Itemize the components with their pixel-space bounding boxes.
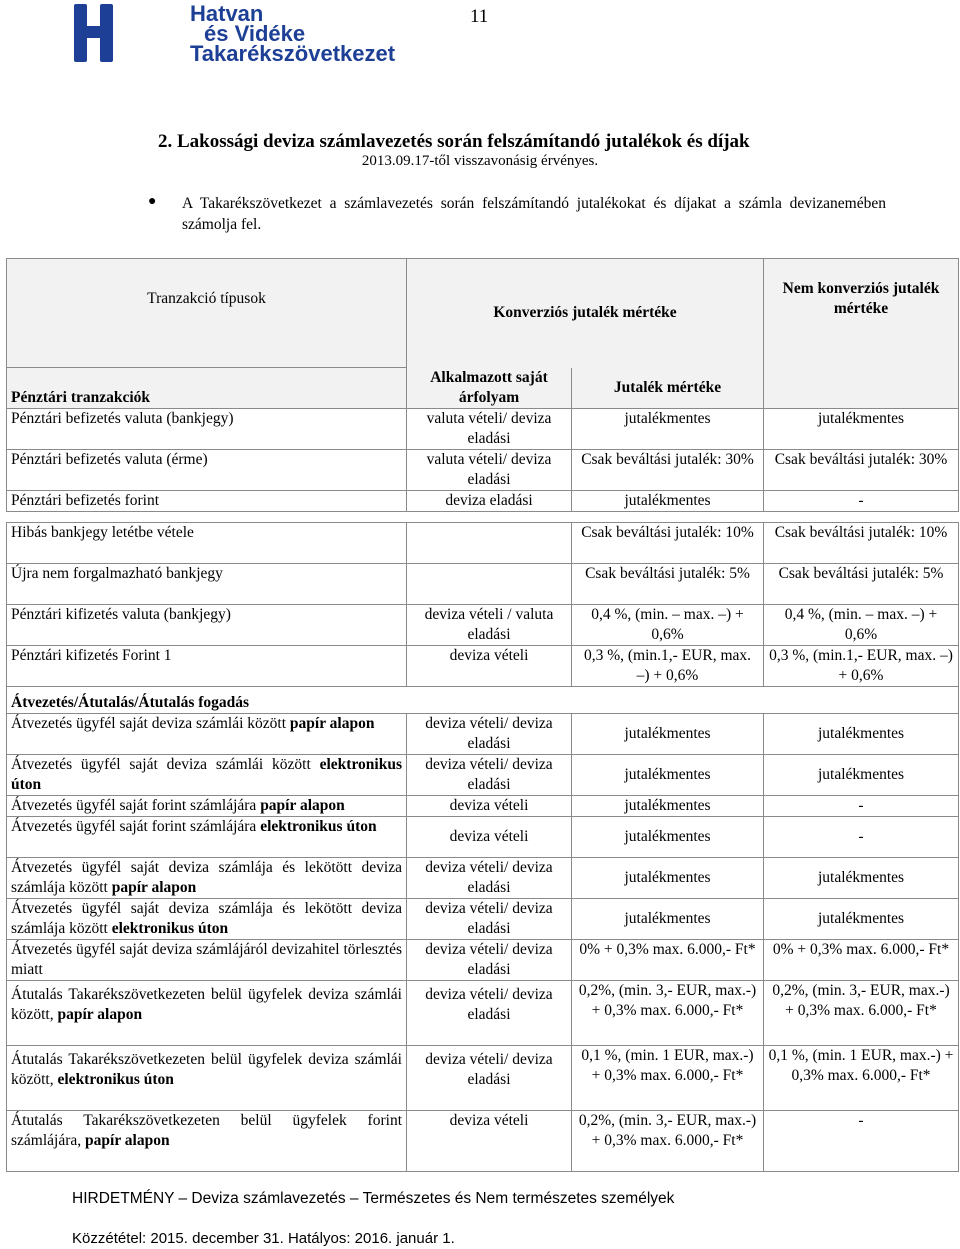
row-nonconv: 0,4 %, (min. – max. –) + 0,6% bbox=[764, 604, 959, 645]
row-fee: jutalékmentes bbox=[572, 408, 764, 449]
row-fee: 0,4 %, (min. – max. –) + 0,6% bbox=[572, 604, 764, 645]
row-rate: deviza vételi/ deviza eladási bbox=[407, 898, 572, 939]
row-label: Átvezetés ügyfél saját deviza számlájáról devizahitel törlesztés miatt bbox=[7, 939, 407, 980]
row-nonconv: Csak beváltási jutalék: 10% bbox=[764, 522, 959, 563]
company-logo bbox=[72, 1, 396, 66]
row-fee: 0,1 %, (min. 1 EUR, max.-) + 0,3% max. 6.000,- Ft* bbox=[572, 1045, 764, 1110]
table-row bbox=[7, 1110, 959, 1171]
col-header-rate: Alkalmazott saját árfolyam bbox=[407, 368, 572, 409]
col-header-conversion: Konverziós jutalék mértéke bbox=[407, 259, 764, 368]
row-rate bbox=[407, 522, 572, 563]
row-nonconv: jutalékmentes bbox=[764, 857, 959, 898]
footer-dates: Közzététel: 2015. december 31. Hatályos: 2016. január 1. bbox=[72, 1230, 455, 1247]
row-label: Átutalás Takarékszövetkezeten belül ügyfelek forint számlájára, papír alapon bbox=[7, 1110, 407, 1171]
bullet-icon: ● bbox=[148, 194, 157, 209]
row-fee: jutalékmentes bbox=[572, 754, 764, 795]
row-label: Pénztári befizetés forint bbox=[7, 490, 407, 511]
row-label: Pénztári kifizetés valuta (bankjegy) bbox=[7, 604, 407, 645]
row-label: Átvezetés ügyfél saját deviza számlája és lekötött deviza számlája között papír alapon bbox=[7, 857, 407, 898]
logo-mark-icon bbox=[72, 2, 118, 64]
table-row bbox=[7, 795, 959, 816]
row-rate: deviza vételi/ deviza eladási bbox=[407, 857, 572, 898]
row-fee: jutalékmentes bbox=[572, 816, 764, 857]
row-rate: valuta vételi/ deviza eladási bbox=[407, 408, 572, 449]
footer-notice: HIRDETMÉNY – Deviza számlavezetés – Természetes és Nem természetes személyek bbox=[72, 1190, 675, 1207]
row-fee: jutalékmentes bbox=[572, 898, 764, 939]
row-rate: deviza vételi/ deviza eladási bbox=[407, 939, 572, 980]
group-cash: Pénztári tranzakciók bbox=[7, 368, 407, 409]
row-fee: 0% + 0,3% max. 6.000,- Ft* bbox=[572, 939, 764, 980]
row-label: Átvezetés ügyfél saját forint számlájára papír alapon bbox=[7, 795, 407, 816]
row-rate: deviza vételi/ deviza eladási bbox=[407, 980, 572, 1045]
row-label: Átutalás Takarékszövetkezeten belül ügyfelek deviza számlái között, papír alapon bbox=[7, 980, 407, 1045]
table-row bbox=[7, 645, 959, 686]
spacer-row bbox=[7, 511, 959, 522]
table-row bbox=[7, 980, 959, 1045]
logo-line-2: és Vidéke bbox=[204, 21, 306, 46]
logo-wordmark bbox=[190, 1, 396, 66]
row-fee: Csak beváltási jutalék: 10% bbox=[572, 522, 764, 563]
table-row bbox=[7, 857, 959, 898]
row-nonconv: - bbox=[764, 490, 959, 511]
row-nonconv: 0,2%, (min. 3,- EUR, max.-) + 0,3% max. 6.000,- Ft* bbox=[764, 980, 959, 1045]
row-label: Pénztári befizetés valuta (érme) bbox=[7, 449, 407, 490]
table-row bbox=[7, 713, 959, 754]
table-row bbox=[7, 563, 959, 604]
row-label: Átvezetés ügyfél saját deviza számlája és lekötött deviza számlája között elektronikus úton bbox=[7, 898, 407, 939]
logo-line-1: Hatvan bbox=[190, 1, 264, 26]
row-rate: deviza vételi bbox=[407, 816, 572, 857]
row-nonconv: 0,3 %, (min.1,- EUR, max. –) + 0,6% bbox=[764, 645, 959, 686]
table-row bbox=[7, 449, 959, 490]
row-label: Átutalás Takarékszövetkezeten belül ügyfelek deviza számlái között, elektronikus úton bbox=[7, 1045, 407, 1110]
row-nonconv: 0% + 0,3% max. 6.000,- Ft* bbox=[764, 939, 959, 980]
table-row bbox=[7, 522, 959, 563]
row-nonconv: jutalékmentes bbox=[764, 713, 959, 754]
row-fee: 0,2%, (min. 3,- EUR, max.-) + 0,3% max. 6.000,- Ft* bbox=[572, 980, 764, 1045]
row-fee: jutalékmentes bbox=[572, 490, 764, 511]
row-nonconv: - bbox=[764, 1110, 959, 1171]
row-nonconv: - bbox=[764, 816, 959, 857]
row-fee: 0,3 %, (min.1,- EUR, max. –) + 0,6% bbox=[572, 645, 764, 686]
row-rate: deviza vételi bbox=[407, 645, 572, 686]
row-label: Átvezetés ügyfél saját deviza számlái között elektronikus úton bbox=[7, 754, 407, 795]
row-label: Újra nem forgalmazható bankjegy bbox=[7, 563, 407, 604]
row-label: Pénztári befizetés valuta (bankjegy) bbox=[7, 408, 407, 449]
col-header-nonconversion: Nem konverziós jutalék mértéke bbox=[764, 259, 959, 409]
group-transfers: Átvezetés/Átutalás/Átutalás fogadás bbox=[7, 686, 959, 713]
row-rate: deviza vételi/ deviza eladási bbox=[407, 713, 572, 754]
row-rate: deviza eladási bbox=[407, 490, 572, 511]
row-rate: deviza vételi/ deviza eladási bbox=[407, 1045, 572, 1110]
row-fee: jutalékmentes bbox=[572, 713, 764, 754]
table-row bbox=[7, 1045, 959, 1110]
group-row bbox=[7, 686, 959, 713]
row-label: Átvezetés ügyfél saját forint számlájára elektronikus úton bbox=[7, 816, 407, 857]
row-rate: deviza vételi bbox=[407, 1110, 572, 1171]
header-row-1 bbox=[7, 259, 959, 368]
row-nonconv: jutalékmentes bbox=[764, 754, 959, 795]
row-nonconv: jutalékmentes bbox=[764, 898, 959, 939]
row-rate: deviza vételi bbox=[407, 795, 572, 816]
col-header-fee: Jutalék mértéke bbox=[572, 368, 764, 409]
row-rate: valuta vételi/ deviza eladási bbox=[407, 449, 572, 490]
table-row bbox=[7, 816, 959, 857]
row-label: Átvezetés ügyfél saját deviza számlái között papír alapon bbox=[7, 713, 407, 754]
row-label: Pénztári kifizetés Forint 1 bbox=[7, 645, 407, 686]
fee-table bbox=[6, 258, 959, 1172]
table-row bbox=[7, 754, 959, 795]
row-fee: Csak beváltási jutalék: 5% bbox=[572, 563, 764, 604]
row-nonconv: Csak beváltási jutalék: 5% bbox=[764, 563, 959, 604]
row-nonconv: jutalékmentes bbox=[764, 408, 959, 449]
table-row bbox=[7, 408, 959, 449]
section-title: 2. Lakossági deviza számlavezetés során felszámítandó jutalékok és díjak bbox=[158, 131, 750, 152]
row-nonconv: Csak beváltási jutalék: 30% bbox=[764, 449, 959, 490]
col-header-type: Tranzakció típusok bbox=[7, 259, 407, 368]
logo-line-3: Takarékszövetkezet bbox=[190, 41, 396, 66]
table-row bbox=[7, 604, 959, 645]
row-nonconv: - bbox=[764, 795, 959, 816]
row-rate bbox=[407, 563, 572, 604]
row-rate: deviza vételi / valuta eladási bbox=[407, 604, 572, 645]
row-rate: deviza vételi/ deviza eladási bbox=[407, 754, 572, 795]
table-row bbox=[7, 939, 959, 980]
table-row bbox=[7, 898, 959, 939]
row-fee: jutalékmentes bbox=[572, 857, 764, 898]
row-label: Hibás bankjegy letétbe vétele bbox=[7, 522, 407, 563]
row-fee: Csak beváltási jutalék: 30% bbox=[572, 449, 764, 490]
row-fee: 0,2%, (min. 3,- EUR, max.-) + 0,3% max. 6.000,- Ft* bbox=[572, 1110, 764, 1171]
validity-note: 2013.09.17-től visszavonásig érvényes. bbox=[361, 153, 599, 169]
row-fee: jutalékmentes bbox=[572, 795, 764, 816]
table-row bbox=[7, 490, 959, 511]
row-nonconv: 0,1 %, (min. 1 EUR, max.-) + 0,3% max. 6.000,- Ft* bbox=[764, 1045, 959, 1110]
page-number: 11 bbox=[470, 6, 489, 27]
bullet-text: A Takarékszövetkezet a számlavezetés során felszámítandó jutalékokat és díjakat a számla devizanemében számolja fel. bbox=[182, 195, 886, 233]
